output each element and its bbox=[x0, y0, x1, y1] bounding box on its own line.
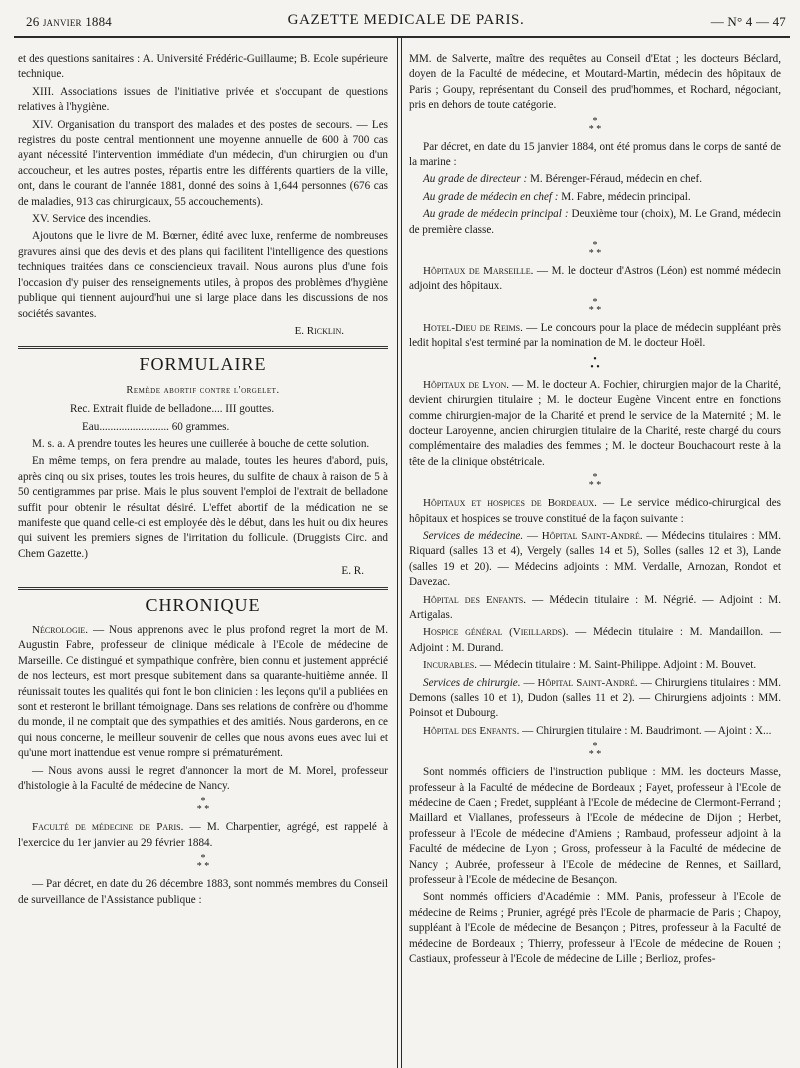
signature: E. Ricklin. bbox=[294, 324, 344, 337]
section-title-formulaire: FORMULAIRE bbox=[139, 354, 267, 375]
paragraph: Ajoutons que le livre de M. Bœrner, édité avec luxe, renferme de nombreuses gravures ainsi que des devis et des plans qui facilitent l'intelligence des questions techniques traitées dans ce consciencieux travail. Nous aurons plus d'une fois l'occasion d'y puiser des renseignements utiles, à propos des problèmes d'hygiène publique qui tiennent aujourd'hui une si large place dans les discussions de nos sociétés savantes. bbox=[18, 230, 388, 320]
asterism: * * * bbox=[588, 472, 602, 492]
running-header bbox=[26, 12, 786, 32]
prescription-line: Eau......................... 60 grammes. bbox=[82, 420, 230, 433]
paragraph: Hôpitaux et hospices de Bordeaux. — Le service médico-chirurgical des hôpitaux et hospices se trouve constitué de la façon suivante : bbox=[409, 497, 781, 525]
paragraph: Hôpitaux de Lyon. — M. le docteur A. Fochier, chirurgien major de la Charité, devient chirurgien titulaire ; M. le docteur Eugène Vincent entre en fonctions comme chirurgien-major de la Charité et prend le service de la Maternité ; M. le docteur Laroyenne, ancien chirurgien titulaire de la Charité, reste chargé du cours complémentaire des maladies des femmes ; M. le docteur Bouchacourt reste à la tête de la clinique obstétricale. bbox=[409, 378, 781, 468]
asterism: * * * bbox=[196, 853, 210, 873]
section-rule bbox=[18, 346, 388, 349]
header-title: GAZETTE MEDICALE DE PARIS. bbox=[287, 12, 525, 28]
paragraph: Services de médecine. — Hôpital Saint-André. — Médecins titulaires : MM. Riquard (salles 13 et 4), Vergely (salles 14 et 5), Solles (salles 12 et 3), Lande (salles 19 et 20). — Médecins adjoints : MM. Verdalle, Arnozan, Rondot et Davezac. bbox=[409, 529, 781, 589]
section-title-chronique: CHRONIQUE bbox=[145, 594, 261, 615]
paragraph: Hôpital des Enfants. — Chirurgien titulaire : M. Baudrimont. — Ajoint : X... bbox=[423, 724, 772, 737]
paragraph: Incurables. — Médecin titulaire : M. Saint-Philippe. Adjoint : M. Bouvet. bbox=[423, 659, 757, 672]
paragraph: XV. Service des incendies. bbox=[32, 213, 151, 226]
prescription-line: Rec. Extrait fluide de belladone.... III gouttes. bbox=[70, 403, 275, 416]
paragraph: Au grade de médecin en chef : M. Fabre, médecin principal. bbox=[423, 190, 691, 203]
asterism: • • • bbox=[590, 353, 600, 373]
paragraph: Sont nommés officiers de l'instruction publique : MM. les docteurs Masse, professeur à la Faculté de médecine de Bordeaux ; Fayet, professeur à l'Ecole de médecine de Caen ; Fredet, suppléant à l'Ecole de médecine de Clermont-Ferrand ; Maillard et Viallanes, professeurs à l'Ecole de médecine de Dijon ; Herbet, professeur à l'Ecole de médecine d'Amiens ; Rambaud, professeur adjoint à la Faculté de médecine de Lyon ; Gross, professeur à la Faculté de médecine de Nancy ; Aubrée, professeur à l'Ecole de médecine de Rennes, et Saillard, professeur à l'Ecole de médecine de Besançon. bbox=[409, 766, 781, 887]
paragraph: Hôpitaux de Marseille. — M. le docteur d'Astros (Léon) est nommé médecin adjoint des hôpitaux. bbox=[409, 265, 781, 293]
column-divider bbox=[397, 38, 402, 1068]
paragraph: Faculté de médecine de Paris. — M. Charpentier, agrégé, est rappelé à l'exercice du 1er janvier au 29 février 1884. bbox=[18, 821, 389, 849]
paragraph: Hospice général (Vieillards). — Médecin titulaire : M. Mandaillon. — Adjoint : M. Durand. bbox=[409, 626, 781, 654]
header-date: 26 janvier 1884 bbox=[26, 14, 112, 29]
paragraph: MM. de Salverte, maître des requêtes au Conseil d'Etat ; les docteurs Béclard, doyen de la Faculté de médecine, et Moutard-Martin, médecin des hôpitaux de Paris ; Goupy, représentant du Conseil des prud'hommes, et Rochard, négociant, pris en dehors de toute catégorie. bbox=[409, 53, 781, 112]
paragraph: Au grade de médecin principal : Deuxième tour (choix), M. Le Grand, médecin de première classe. bbox=[409, 208, 782, 236]
paragraph: Par décret, en date du 15 janvier 1884, ont été promus dans le corps de santé de la marine : bbox=[409, 140, 781, 169]
asterism: * * * bbox=[588, 115, 602, 135]
paragraph: — Par décret, en date du 26 décembre 1883, sont nommés membres du Conseil de surveillance de l'Assistance publique : bbox=[18, 878, 388, 906]
paragraph: M. s. a. A prendre toutes les heures une cuillerée à bouche de cette solution. bbox=[32, 437, 370, 450]
header-page-number: — N° 4 — 47 bbox=[710, 14, 786, 29]
paragraph: Hôpital des Enfants. — Médecin titulaire : M. Négrié. — Adjoint : M. Artigalas. bbox=[409, 593, 781, 621]
right-column bbox=[409, 52, 781, 970]
paragraph: Hotel-Dieu de Reims. — Le concours pour la place de médecin suppléant près ledit hopital s'est terminé par la nomination de M. le docteur Hoël. bbox=[409, 321, 781, 350]
section-rule bbox=[18, 587, 388, 590]
asterism: * * * bbox=[588, 240, 602, 260]
paragraph: — Nous avons aussi le regret d'annoncer la mort de M. Morel, professeur d'histologie à la Faculté de médecine de Nancy. bbox=[18, 764, 388, 793]
asterism: * * * bbox=[588, 741, 602, 761]
asterism: * * * bbox=[588, 296, 602, 316]
paragraph: et des questions sanitaires : A. Université Frédéric-Guillaume; B. Ecole supérieure technique. bbox=[18, 53, 388, 81]
asterism: * * * bbox=[196, 796, 210, 816]
paragraph: XIV. Organisation du transport des malades et des postes de secours. — Les registres du poste central mentionnent une moyenne annuelle de 600 à 700 cas ayant nécessité l'intervention immédiate d'un médecin, d'un chirurgien ou d'un accoucheur, et les autres postes, répartis entre les différents quartiers de la ville, ont, dans le courant de l'année 1881, donné des soins à 1,644 personnes (676 cas de maladies, 913 cas chirurgicaux, 55 accouchements). bbox=[18, 118, 388, 208]
paragraph: Sont nommés officiers d'Académie : MM. Panis, professeur à l'Ecole de médecine de Reims ; Prunier, agrégé près l'Ecole de pharmacie de Paris ; Chapoy, suppléant à l'Ecole de médecine de Besançon ; Pitres, professeur à la Faculté de médecine de Bordeaux ; Thierry, professeur à l'Ecole de médecine de Rouen ; Castiaux, professeur à l'Ecole de médecine de Lille ; Berlioz, profes- bbox=[409, 891, 781, 966]
formula-title: Remède abortif contre l'orgelet. bbox=[126, 384, 280, 396]
header-rule bbox=[14, 36, 790, 38]
paragraph-necrologie: Nécrologie. — Nous apprenons avec le plus profond regret la mort de M. Augustin Fabre, professeur de clinique médicale à l'Ecole de médecine de Marseille. Ce distingué et sympathique confrère, bien connu et justement apprécié de nos lecteurs, est mort presque subitement dans sa quarante-huitième année. Il réunissait toutes les qualités qui font le bon clinicien : les leçons qu'il a publiées en sont et resteront le brillant témoignage. Dans ses relations de confrère ou d'homme du monde, il ne comptait que des sympathies et des amitiés. Nous garderons, en ce qui nous concerne, le meilleur souvenir de celles que nous avons eues avec lui et qu'une mort inattendue est venue rompre si prématurément. bbox=[18, 624, 388, 760]
left-column bbox=[18, 52, 388, 910]
paragraph: Services de chirurgie. — Hôpital Saint-André. — Chirurgiens titulaires : MM. Demons (salles 10 et 1), Dudon (salles 11 et 2). — Chirurgiens adjoints : MM. Poinsot et Dubourg. bbox=[409, 676, 781, 720]
paragraph: En même temps, on fera prendre au malade, toutes les heures d'abord, puis, après cinq ou six prises, toutes les trois heures, du sulfite de chaux à raison de 5 à 50 centigrammes par prise. Mais le plus souvent l'emploi de l'extrait de belladone suffit pour obtenir le résultat désiré. L'effet abortif de la médication ne se manifeste que quand celle-ci est employée dès le début, dans les huit ou dix heures qui suivent les premiers signes de l'irritation du follicule. (Druggists Circ. and Chem Gazette.) bbox=[18, 455, 388, 560]
signature: E. R. bbox=[341, 565, 364, 578]
paragraph: XIII. Associations issues de l'initiative privée et s'occupant de questions relatives à l'hygiène. bbox=[18, 85, 388, 114]
paragraph: Au grade de directeur : M. Bérenger-Féraud, médecin en chef. bbox=[423, 173, 703, 186]
